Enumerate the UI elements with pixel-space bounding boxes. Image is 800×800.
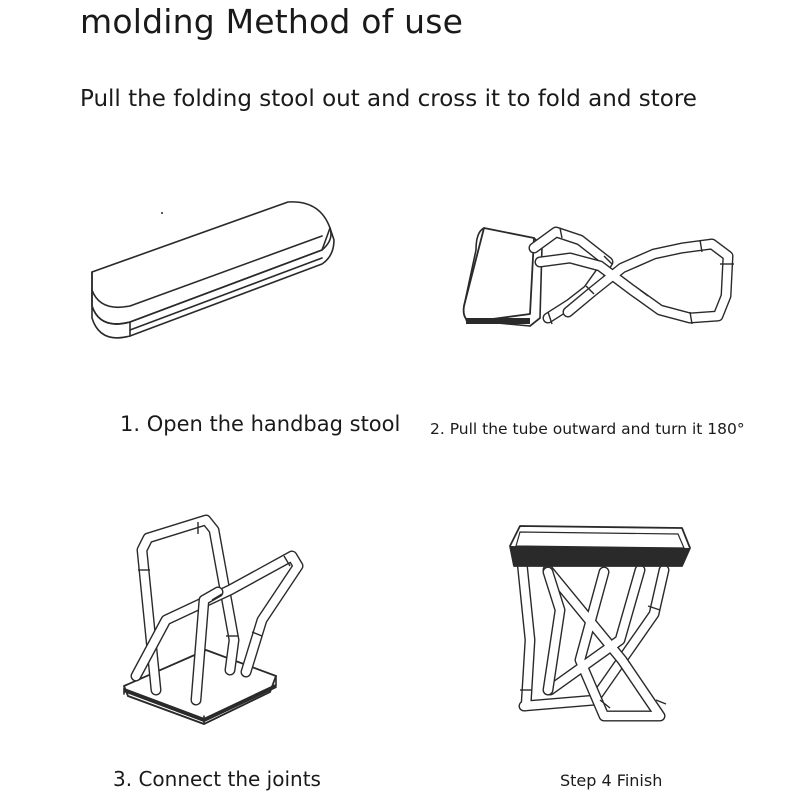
step4-caption: Step 4 Finish [560,771,663,790]
step1-caption: 1. Open the handbag stool [120,412,401,436]
step2-caption: 2. Pull the tube outward and turn it 180° [430,420,745,438]
page-subtitle: Pull the folding stool out and cross it to fold and store [80,86,697,112]
page-title: molding Method of use [80,2,464,41]
step3-caption: 3. Connect the joints [113,767,321,791]
